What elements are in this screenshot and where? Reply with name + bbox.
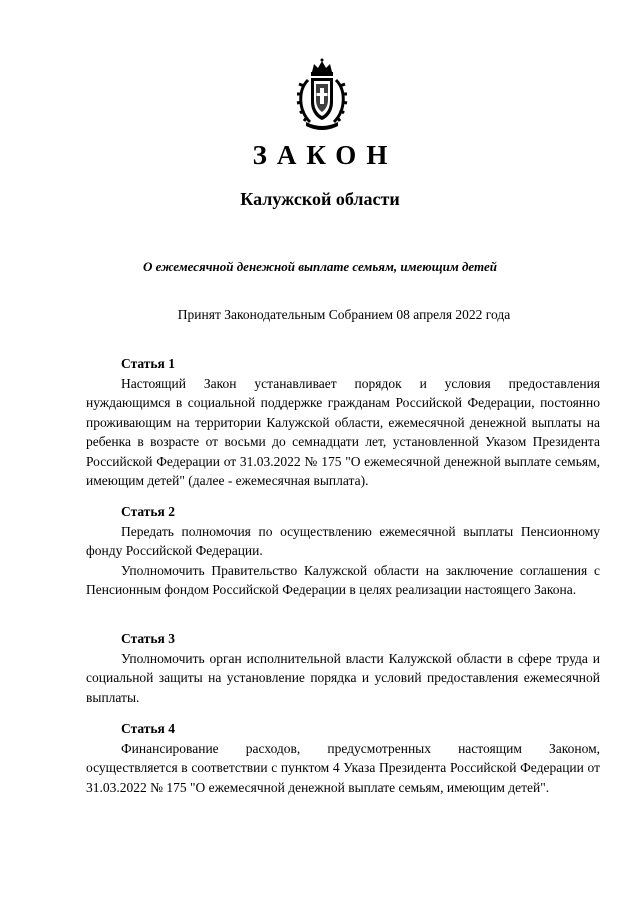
document-title: ЗАКОН <box>252 140 398 170</box>
article-paragraph: Финансирование расходов, предусмотренных настоящим Законом, осуществляется в соответствии с пунктом 4 Указа Президента Российской Федерации от 31.03.2022 № 175 "О ежемесячной денежной выплате семьям, имеющим детей". <box>86 740 600 795</box>
article-heading: Статья 3 <box>121 631 175 646</box>
adoption-line: Принят Законодательным Собранием 08 апреля 2022 года <box>177 307 511 322</box>
article-paragraph: Уполномочить Правительство Калужской области на заключение соглашения с Пенсионным фондом Российской Федерации в целях реализации настоящего Закона. <box>86 562 600 597</box>
article-paragraph: Передать полномочия по осуществлению ежемесячной выплаты Пенсионному фонду Российской Федерации. <box>86 523 600 558</box>
coat-of-arms-icon <box>294 58 350 130</box>
law-subject: О ежемесячной денежной выплате семьям, имеющим детей <box>143 259 497 274</box>
region-name: Калужской области <box>240 189 400 209</box>
article-paragraph: Настоящий Закон устанавливает порядок и условия предоставления нуждающимся в социальной поддержке гражданам Российской Федерации, постоянно проживающим на территории Калужской области, ежемесячной денежной выплаты на ребенка в возрасте от восьми до семнадцати лет, установленной Указом Президента Российской Федерации от 31.03.2022 № 175 "О ежемесячной денежной выплате семьям, имеющим детей" (далее - ежемесячная выплата). <box>86 375 600 488</box>
article-heading: Статья 4 <box>121 721 175 736</box>
article-1 <box>86 354 600 491</box>
article-heading: Статья 1 <box>121 356 175 371</box>
article-heading: Статья 2 <box>121 504 175 519</box>
article-paragraph: Уполномочить орган исполнительной власти Калужской области в сфере труда и социальной защиты на установление порядка и условий предоставления ежемесячной выплаты. <box>86 650 600 705</box>
article-4 <box>86 719 600 797</box>
article-2 <box>86 502 600 600</box>
article-3 <box>86 629 600 707</box>
